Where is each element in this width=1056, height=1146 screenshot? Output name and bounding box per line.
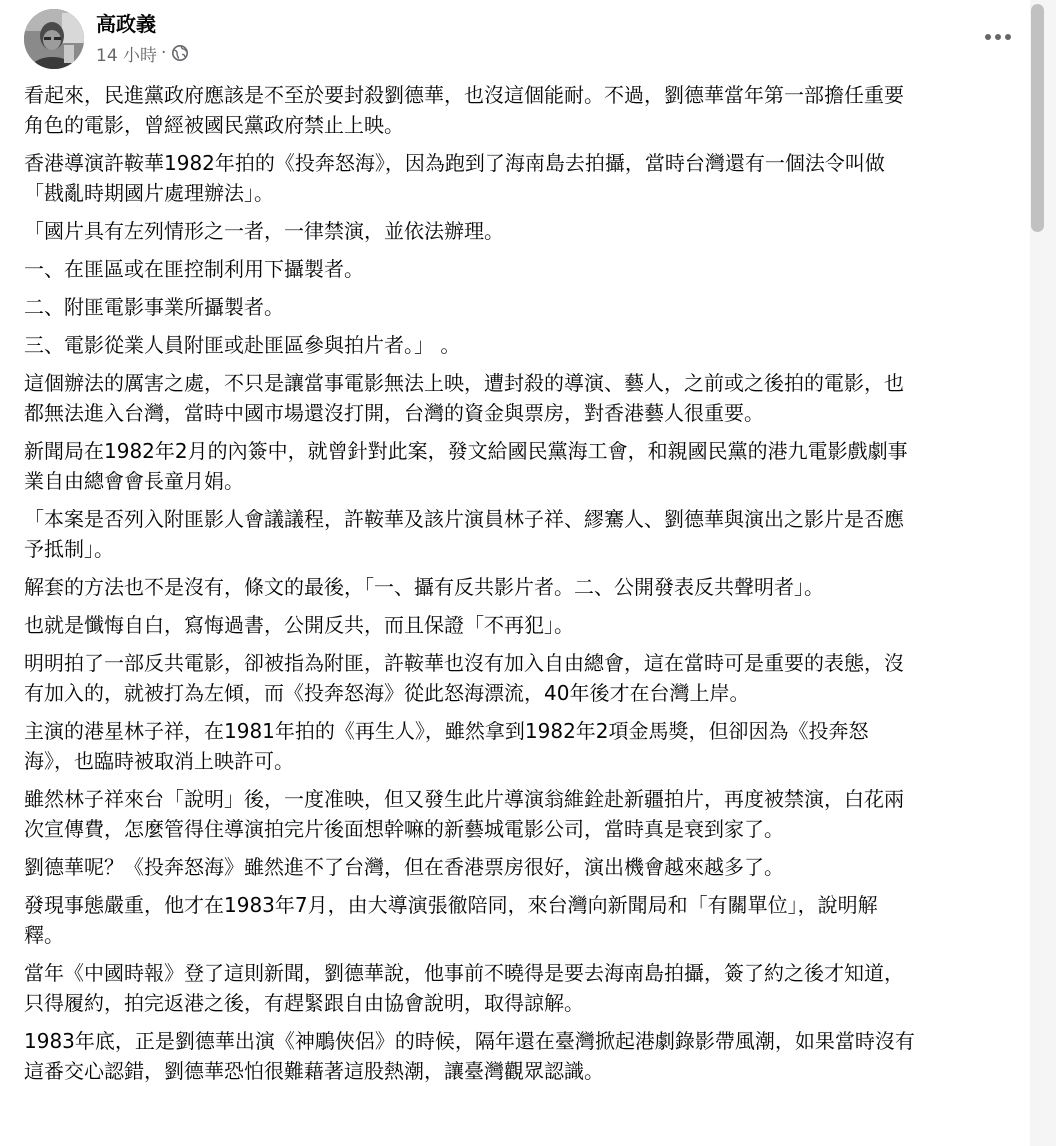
meta-separator: · (161, 43, 167, 63)
post-paragraph: 解套的方法也不是沒有，條文的最後，「一、攝有反共影片者。二、公開發表反共聲明者」。 (24, 575, 824, 599)
post-paragraph: 香港導演許鞍華1982年拍的《投奔怒海》，因為跑到了海南島去拍攝，當時台灣還有一個法令叫做 「戡亂時期國片處理辦法」。 (24, 151, 885, 205)
more-options-icon (983, 34, 1013, 40)
post-paragraph: 新聞局在1982年2月的內簽中，就曾針對此案，發文給國民黨海工會，和親國民黨的港九電影戲劇事 業自由總會會長童月娟。 (24, 439, 908, 493)
scrollbar-thumb[interactable] (1031, 4, 1044, 232)
post-paragraph: 「國片具有左列情形之一者，一律禁演，並依法辦理。 (24, 219, 504, 243)
post-paragraph: 二、附匪電影事業所攝製者。 (24, 295, 284, 319)
post-paragraph: 發現事態嚴重，他才在1983年7月，由大導演張徹陪同，來台灣向新聞局和「有關單位」，說明解 釋。 (24, 893, 878, 947)
post-paragraph: 1983年底，正是劉德華出演《神鵰俠侶》的時候，隔年還在臺灣掀起港劇錄影帶風潮，如果當時沒有 這番交心認錯，劉德華恐怕很難藉著這股熱潮，讓臺灣觀眾認識。 (24, 1029, 915, 1083)
post-paragraph: 三、電影從業人員附匪或赴匪區參與拍片者。」 。 (24, 333, 461, 357)
post-paragraph: 雖然林子祥來台「說明」後，一度准映，但又發生此片導演翁維銓赴新疆拍片，再度被禁演，白花兩 次宣傳費，怎麼管得住導演拍完片後面想幹嘛的新藝城電影公司，當時真是衰到家了。 (24, 787, 904, 841)
post-paragraph: 主演的港星林子祥，在1981年拍的《再生人》，雖然拿到1982年2項金馬獎，但卻因為《投奔怒 海》，也臨時被取消上映許可。 (24, 719, 869, 773)
avatar-image (24, 9, 84, 69)
avatar[interactable] (24, 9, 84, 69)
post-paragraph: 當年《中國時報》登了這則新聞，劉德華說，他事前不曉得是要去海南島拍攝，簽了約之後才知道， 只得履約，拍完返港之後，有趕緊跟自由協會說明，取得諒解。 (24, 961, 904, 1015)
post-body (24, 80, 1024, 1094)
author-name[interactable]: 高政義 (96, 12, 156, 36)
post-paragraph: 明明拍了一部反共電影，卻被指為附匪，許鞍華也沒有加入自由總會，這在當時可是重要的表態，沒 有加入的，就被打為左傾，而《投奔怒海》從此怒海漂流，40年後才在台灣上岸。 (24, 651, 904, 705)
more-options-button[interactable] (976, 22, 1020, 52)
post-paragraph: 一、在匪區或在匪控制利用下攝製者。 (24, 257, 364, 281)
post-paragraph: 「本案是否列入附匪影人會議議程，許鞍華及該片演員林子祥、繆騫人、劉德華與演出之影片是否應 予抵制」。 (24, 507, 904, 561)
post-meta (96, 42, 189, 64)
post-paragraph: 看起來，民進黨政府應該是不至於要封殺劉德華，也沒這個能耐。不過，劉德華當年第一部擔任重要 角色的電影，曾經被國民黨政府禁止上映。 (24, 83, 904, 137)
post-paragraph: 這個辦法的厲害之處，不只是讓當事電影無法上映，遭封殺的導演、藝人，之前或之後拍的電影，也 都無法進入台灣，當時中國市場還沒打開，台灣的資金與票房，對香港藝人很重要。 (24, 371, 904, 425)
post-paragraph: 也就是懺悔自白，寫悔過書，公開反共，而且保證「不再犯」。 (24, 613, 574, 637)
post-header (0, 0, 1030, 80)
post-timestamp[interactable]: 14 小時 (96, 45, 158, 66)
globe-icon[interactable] (171, 44, 189, 62)
post-paragraph: 劉德華呢？《投奔怒海》雖然進不了台灣，但在香港票房很好，演出機會越來越多了。 (24, 855, 784, 879)
